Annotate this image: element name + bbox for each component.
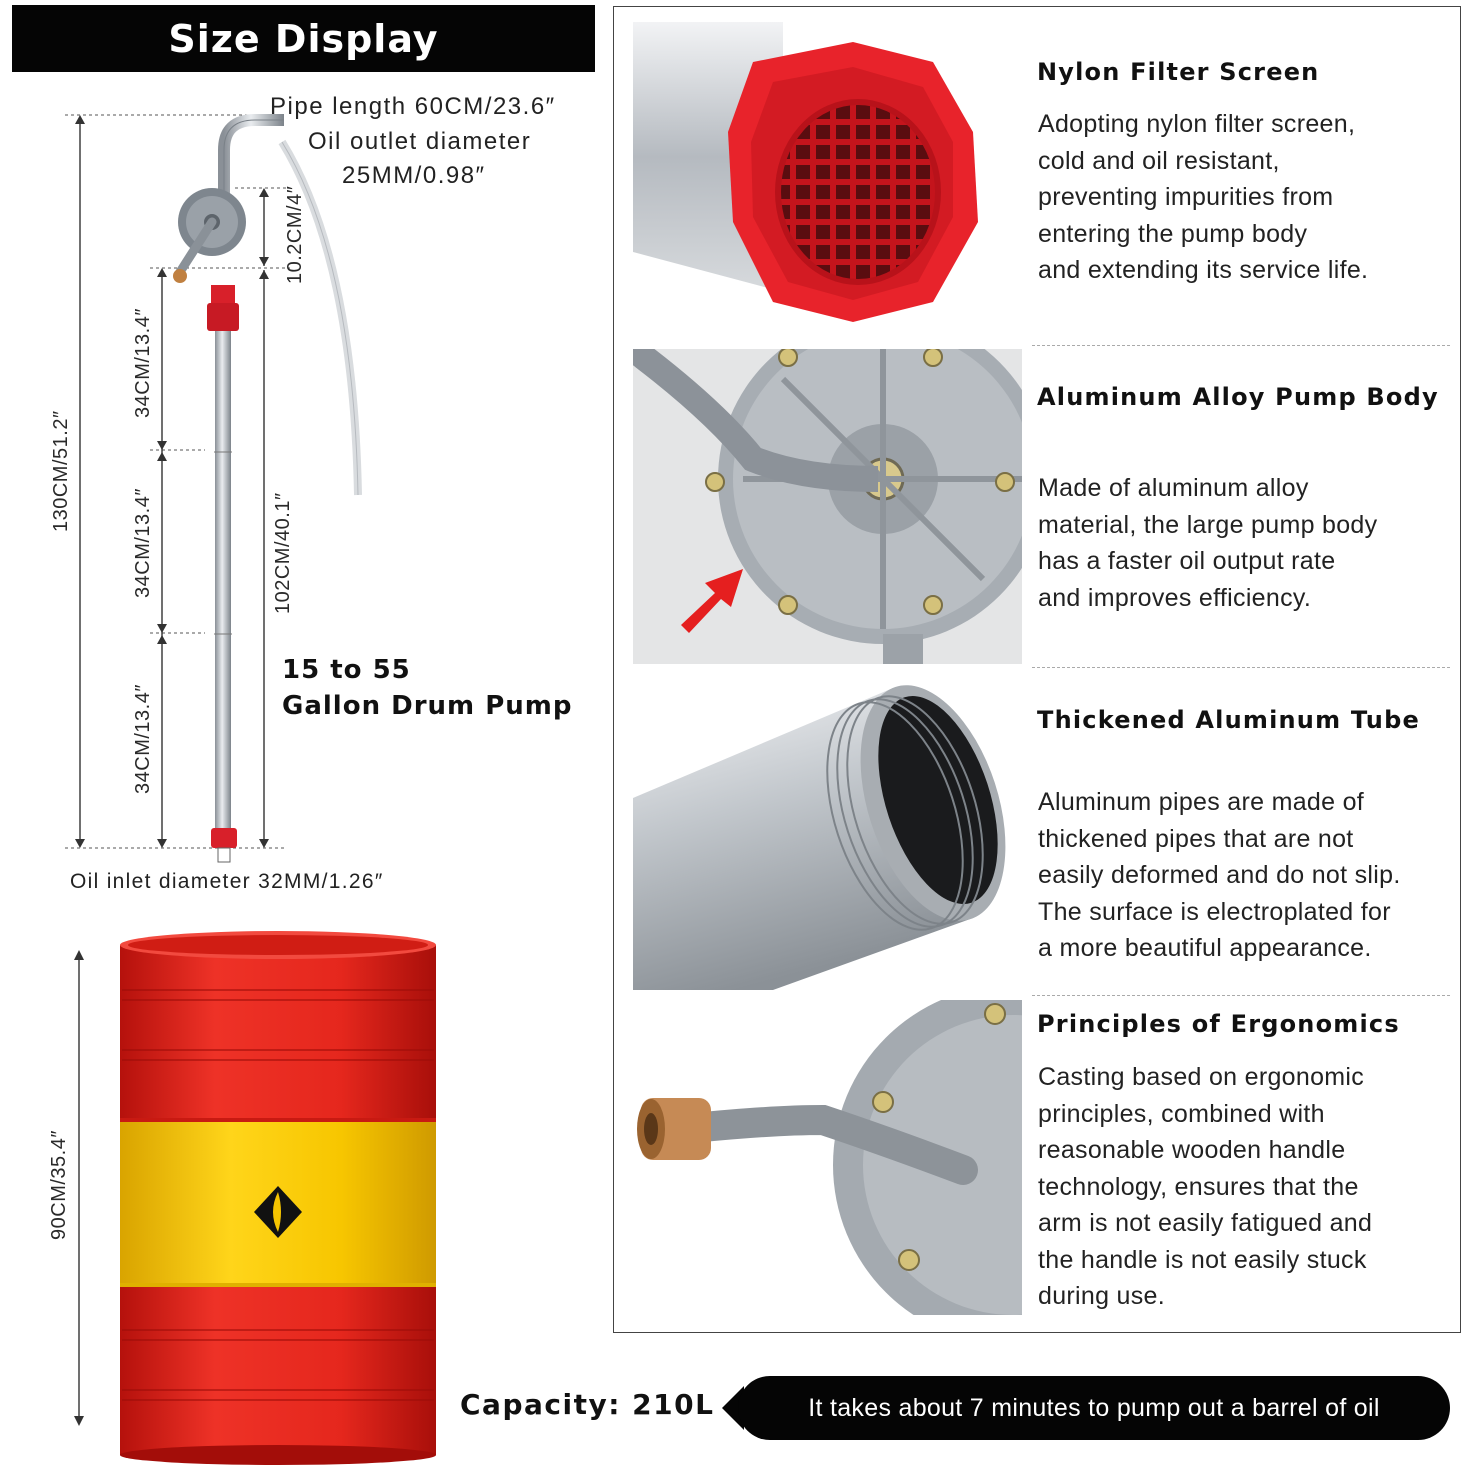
feature-body-ergonomics: Casting based on ergonomic principles, combined with reasonable wooden handle technology, ensures that the arm is not easily fatigued and the handle is not easily stuck during use. [1038,1063,1373,1310]
feature-title-nylon-filter: Nylon Filter Screen [1037,58,1320,86]
outlet-diameter-value: 25MM/0.98″ [342,162,486,189]
feature-body-nylon-filter: Adopting nylon filter screen, cold and oil resistant, preventing impurities from entering the pump body and extending its service life. [1038,110,1369,284]
size-display-banner: Size Display [12,5,595,72]
segment-1-label: 34CM/13.4″ [132,308,154,418]
total-height-label: 130CM/51.2″ [50,410,72,532]
pump-head-label: 10.2CM/4″ [284,185,306,284]
handle-photo [633,1000,1022,1315]
feature-separator [1032,995,1450,996]
feature-separator [1032,667,1450,668]
pump-caption-line1: 15 to 55 [282,655,411,685]
feature-separator [1032,345,1450,346]
feature-title-ergonomics: Principles of Ergonomics [1037,1010,1400,1038]
feature-body-aluminum-tube: Aluminum pipes are made of thickened pipes that are not easily deformed and do not slip. The surface is electroplated for a more beautiful appearance. [1038,788,1401,962]
oil-barrel-illustration [60,930,460,1470]
barrel-height-label: 90CM/35.4″ [48,1130,70,1240]
aluminum-tube-photo [633,678,1021,990]
segment-2-label: 34CM/13.4″ [132,488,154,598]
capacity-label: Capacity: 210L [460,1388,715,1421]
filter-screen-photo [633,22,1023,342]
pump-time-banner: It takes about 7 minutes to pump out a barrel of oil [738,1376,1450,1440]
pipe-length-label: Pipe length 60CM/23.6″ [270,93,556,120]
pump-body-photo [633,349,1022,664]
pump-caption-line2: Gallon Drum Pump [282,691,573,721]
outlet-diameter-label: Oil outlet diameter [308,128,532,155]
feature-title-aluminum-tube: Thickened Aluminum Tube [1037,706,1420,734]
segment-3-label: 34CM/13.4″ [132,684,154,794]
pump-to-bottom-label: 102CM/40.1″ [272,492,294,614]
inlet-diameter-label: Oil inlet diameter 32MM/1.26″ [70,870,384,893]
feature-body-pump-body: Made of aluminum alloy material, the large pump body has a faster oil output rate and improves efficiency. [1038,474,1378,612]
feature-title-pump-body: Aluminum Alloy Pump Body [1037,383,1439,411]
pump-caption [282,652,572,724]
